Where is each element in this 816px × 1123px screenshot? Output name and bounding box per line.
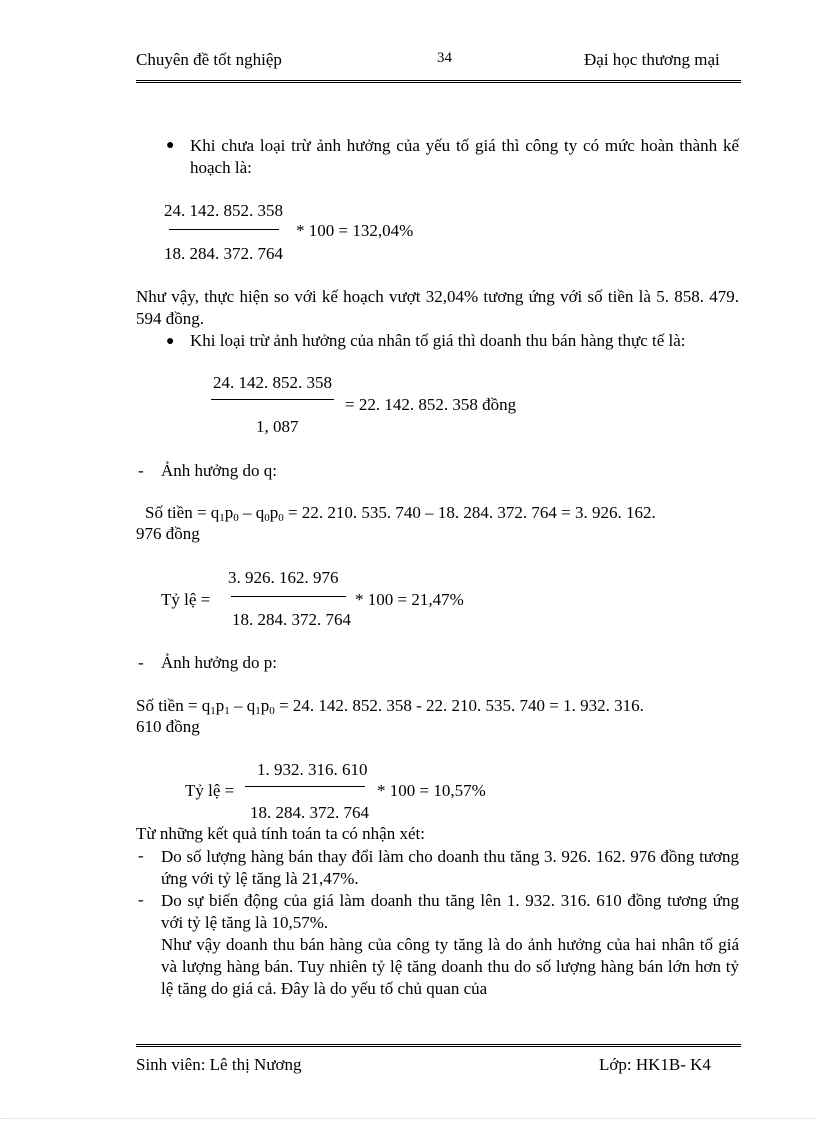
bullet-text-1: Khi chưa loại trừ ảnh hưởng của yếu tố giá thì công ty có mức hoàn thành kế hoạch là:	[190, 136, 739, 177]
conclusion-paragraph: Như vậy doanh thu bán hàng của công ty tăng là do ảnh hưởng của hai nhân tố giá và lượng hàng bán. Tuy nhiên tỷ lệ tăng doanh thu do số lượng hàng bán lớn hơn tỷ lệ tăng do giá cả. Đây là do yếu tố chủ quan của	[161, 935, 739, 998]
section-p-title: Ảnh hưởng do p:	[161, 653, 277, 672]
formula2-numerator: 24. 142. 852. 358	[213, 373, 332, 392]
formula4-label: Tỷ lệ =	[185, 781, 235, 800]
formula4-denominator: 18. 284. 372. 764	[250, 803, 369, 822]
formula3-result: * 100 = 21,47%	[355, 590, 464, 609]
formula3-denominator: 18. 284. 372. 764	[232, 610, 351, 629]
conclusion-item-1: Do số lượng hàng bán thay đổi làm cho doanh thu tăng 3. 926. 162. 976 đồng tương ứng với tỷ lệ tăng là 21,47%.	[161, 847, 739, 888]
header-rule	[136, 80, 741, 86]
section-dash: -	[138, 653, 144, 672]
money-p-line: Số tiền = $q_1p_1 - q_1p_0 = 24$. 142. 852. 358 - 22. 210. 535. 740 = 1. 932. 316.	[136, 696, 644, 717]
conclusion-intro: Từ những kết quả tính toán ta có nhận xét:	[136, 824, 425, 843]
header-title-right: Đại học thương mại	[584, 50, 720, 69]
footer-class: Lớp: HK1B- K4	[599, 1055, 711, 1074]
formula3-label: Tỷ lệ =	[161, 590, 211, 609]
conclusion-dash: -	[138, 846, 144, 865]
money-q-line: Số tiền = $q_1p_0 - q_0p_0 = 22$. 210. 535. 740 – 18. 284. 372. 764 = 3. 926. 162.	[145, 503, 656, 524]
money-q-line2: 976 đồng	[136, 524, 200, 543]
money-p-line2: 610 đồng	[136, 717, 200, 736]
paragraph-summary: Như vậy, thực hiện so với kế hoạch vượt 32,04% tương ứng với số tiền là 5. 858. 479. 594 đồng.	[136, 287, 739, 328]
formula1-result: * 100 = 132,04%	[296, 221, 414, 240]
formula2-result: = 22. 142. 852. 358 đồng	[345, 395, 517, 414]
page-number: 34	[437, 50, 452, 66]
header-title-left: Chuyên đề tốt nghiệp	[136, 50, 282, 69]
page-edge-dots	[0, 1118, 816, 1119]
formula4-fraction-line	[245, 786, 365, 787]
footer-student: Sinh viên: Lê thị Nương	[136, 1055, 302, 1074]
section-dash: -	[138, 461, 144, 480]
formula3-fraction-line	[231, 596, 346, 597]
conclusion-item-2: Do sự biến động của giá làm doanh thu tăng lên 1. 932. 316. 610 đồng tương ứng với tỷ lệ tăng là 10,57%.	[161, 891, 739, 932]
formula2-denominator: 1, 087	[256, 417, 299, 436]
bullet-icon: ●	[166, 138, 175, 153]
formula1-numerator: 24. 142. 852. 358	[164, 201, 283, 220]
formula4-numerator: 1. 932. 316. 610	[257, 760, 368, 779]
bullet-icon: ●	[166, 334, 175, 349]
bullet-text-2: Khi loại trừ ảnh hưởng của nhân tố giá thì doanh thu bán hàng thực tế là:	[190, 331, 686, 350]
section-q-title: Ảnh hưởng do q:	[161, 461, 277, 480]
formula3-numerator: 3. 926. 162. 976	[228, 568, 339, 587]
formula2-fraction-line	[211, 399, 334, 400]
formula1-denominator: 18. 284. 372. 764	[164, 244, 283, 263]
footer-rule	[136, 1044, 741, 1050]
conclusion-dash: -	[138, 890, 144, 909]
formula4-result: * 100 = 10,57%	[377, 781, 486, 800]
formula1-fraction-line	[169, 229, 279, 230]
